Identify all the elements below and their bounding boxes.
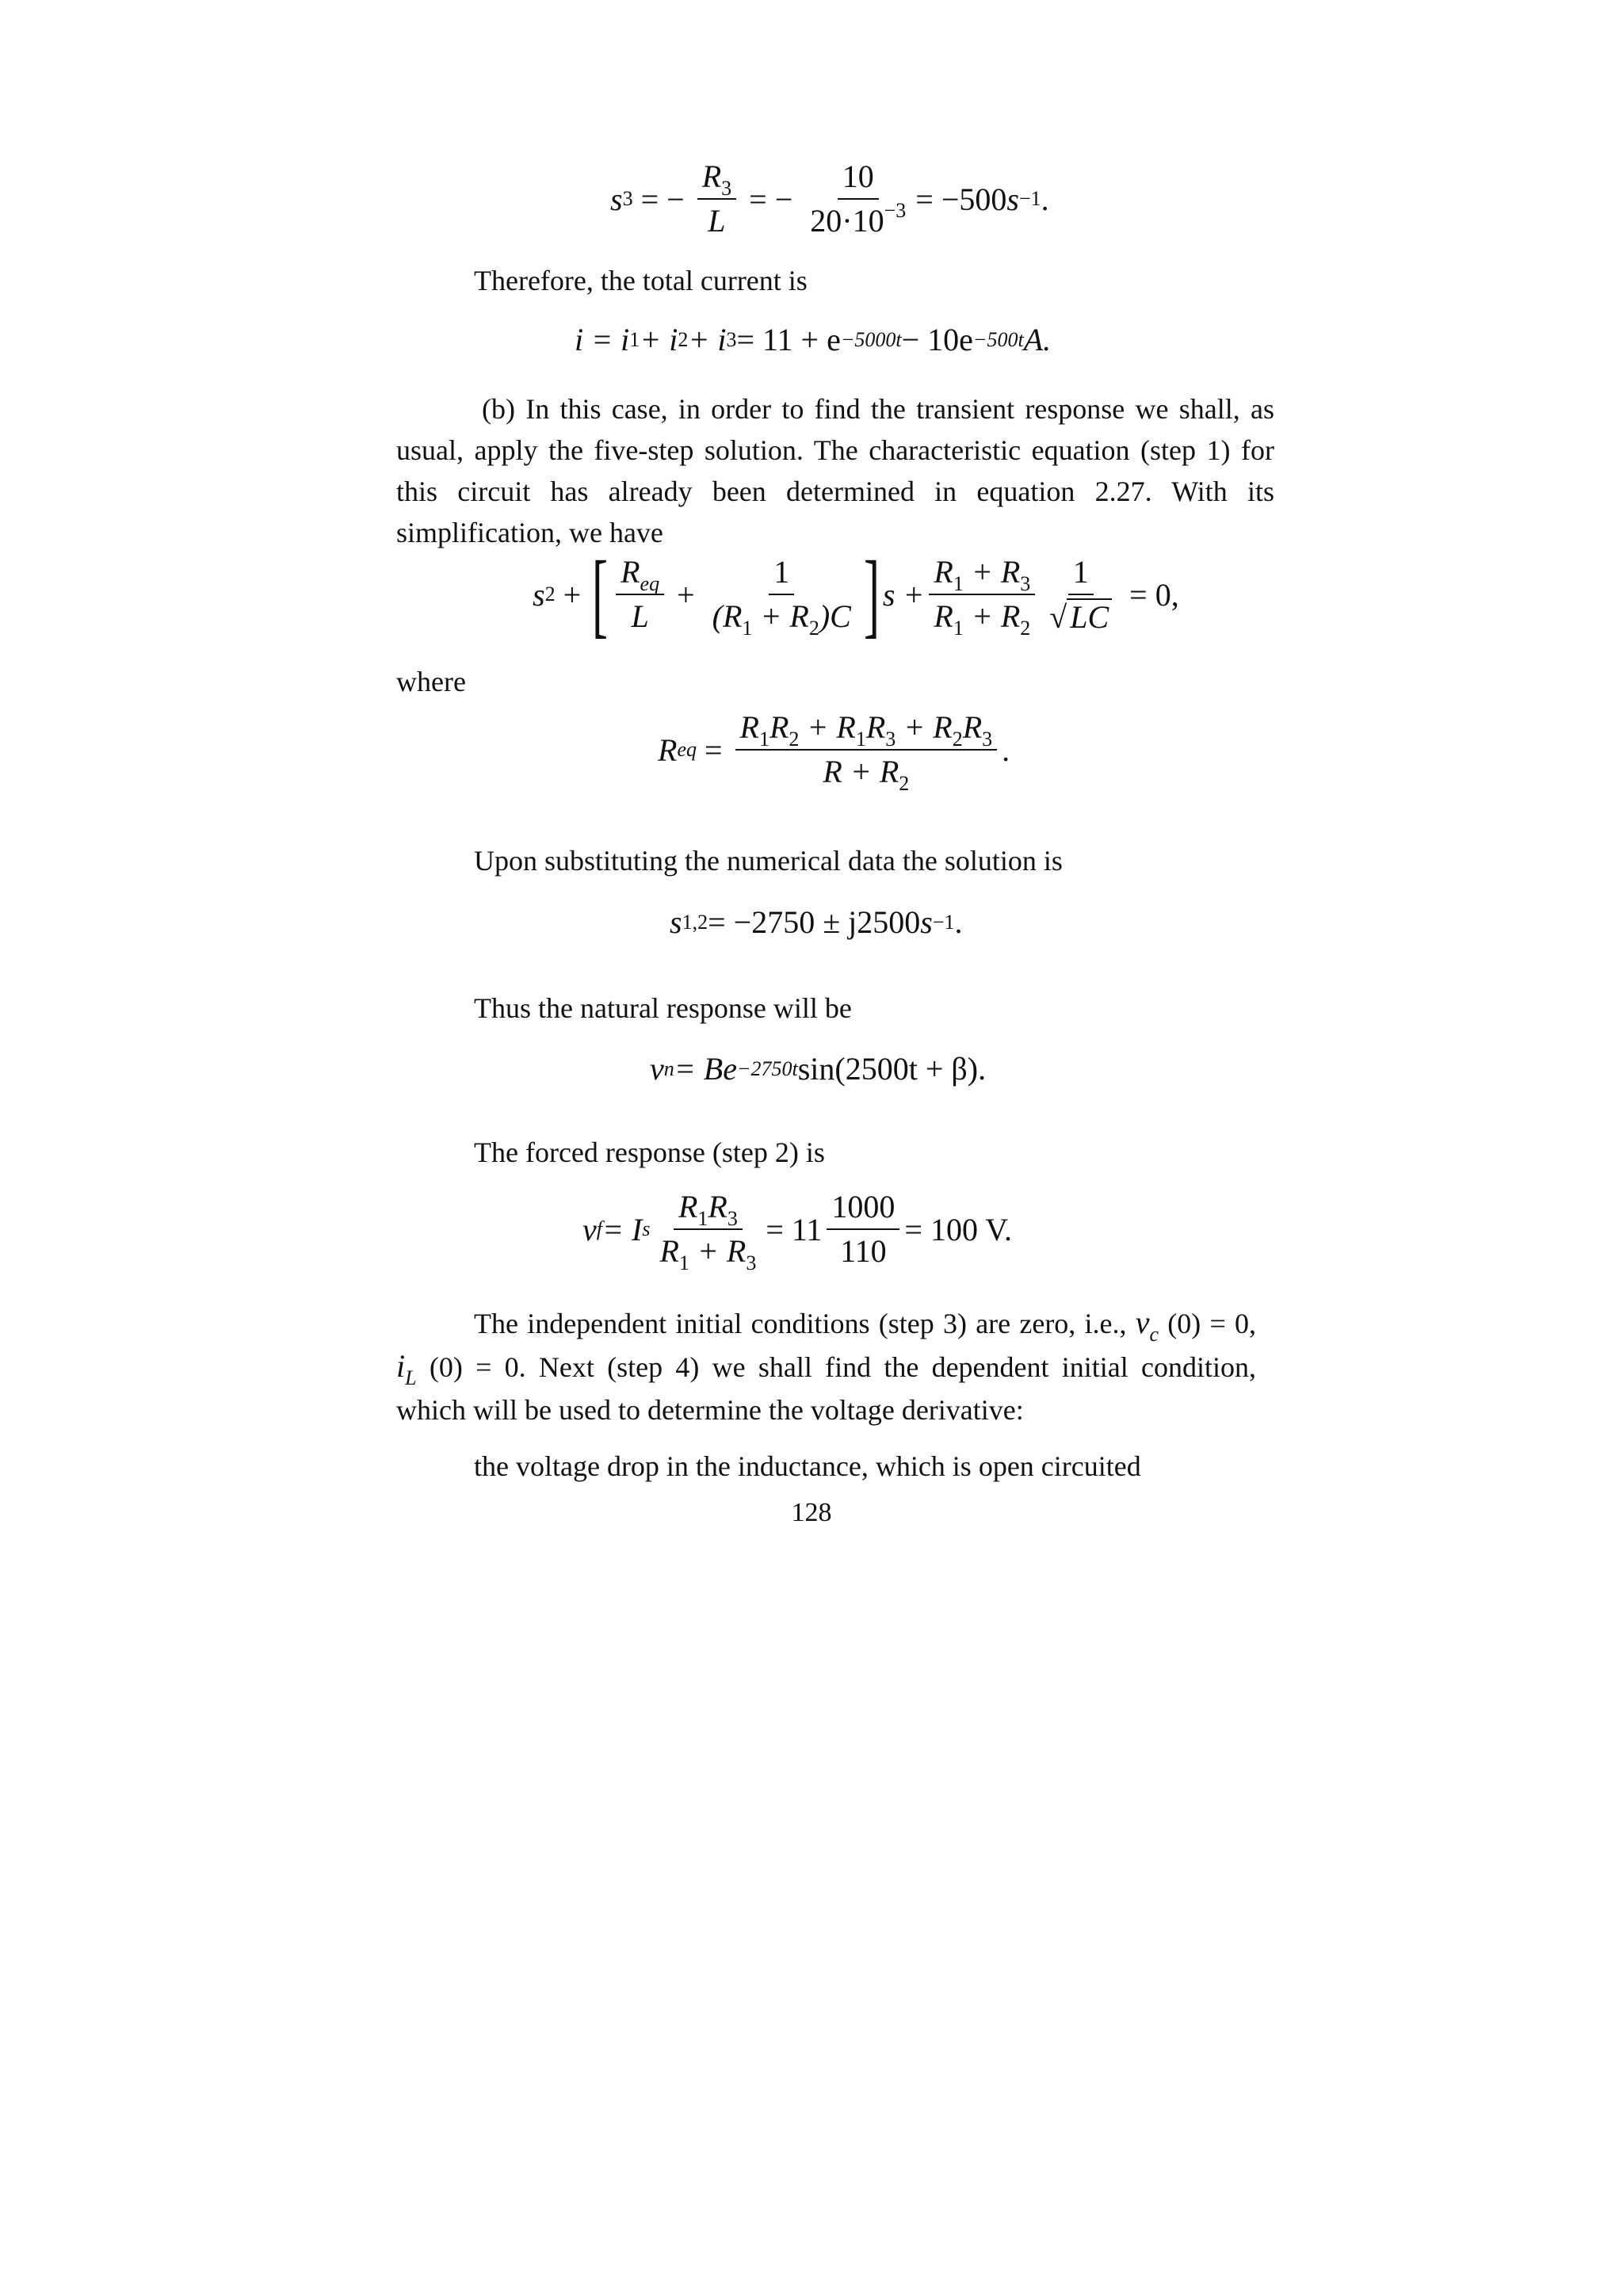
text-forced-response: The forced response (step 2) is bbox=[474, 1137, 825, 1168]
text-voltage-drop: the voltage drop in the inductance, which is open circuited bbox=[474, 1450, 1141, 1482]
equation-characteristic: s 2 + [ $\frac{R_{eq}}{L}$ + $\frac{1}{(R_1 + R_2)C}$ ] s + $\frac{R_1 + R_3}{R_1 + R_2}$ $\frac{1}{√ LC}$ = 0, bbox=[533, 541, 1179, 647]
paragraph-part-b: (b) In this case, in order to find the transient response we shall, as usual, apply the five-step solution. The characteristic equation (step 1) for this circuit has already been determined in equation 2.27. With its simplification, we have bbox=[396, 393, 1274, 548]
equation-s12: s 1,2 = −2750 ± j2500 s −1 . bbox=[670, 904, 963, 940]
equation-req: R eq = $\frac{R_1R_2 + R_1R_3 + R_2R_3}{R + R_2}$ . bbox=[658, 709, 1010, 795]
page-number: 128 bbox=[791, 1498, 832, 1527]
equation-vf: v f = I s $\frac{R_1R_3}{R_1 + R_3}$ = 11 $\frac{1000}{110}$ = 100 V. bbox=[582, 1189, 1012, 1274]
text-therefore: Therefore, the total current is bbox=[474, 265, 808, 296]
equation-total-current: i = i 1 + i 2 + i 3 = 11 + e −5000t − 10e −500t A. bbox=[575, 322, 1052, 357]
eq-s3-fraction-2: $\frac{10}{20\cdot 10^{-3}}$ bbox=[810, 159, 907, 239]
eq-s3-fraction-1: $\frac{R_3}{L}$ bbox=[697, 159, 736, 239]
eq-s3-lhs: s bbox=[610, 181, 623, 217]
text-where: where bbox=[396, 666, 466, 697]
paragraph-initial-conditions: The independent initial conditions (step 3) are zero, i.e., $v_c$ (0) = 0, $i_L$ (0) = 0. Next (step 4) we shall find the dependent initial condition, which will be used to determine the voltage derivative: bbox=[396, 1305, 1256, 1426]
equation-s3: s 3 = − $\frac{R_3}{L}$ = − $\frac{10}{20\cdot 10^{-3}}$ = −500 s −1 . bbox=[610, 159, 1049, 239]
text-natural-response: Thus the natural response will be bbox=[474, 992, 852, 1024]
text-upon-substituting: Upon substituting the numerical data the solution is bbox=[474, 845, 1063, 877]
equation-vn: v n = Be −2750t sin(2500t + β). bbox=[650, 1051, 987, 1087]
